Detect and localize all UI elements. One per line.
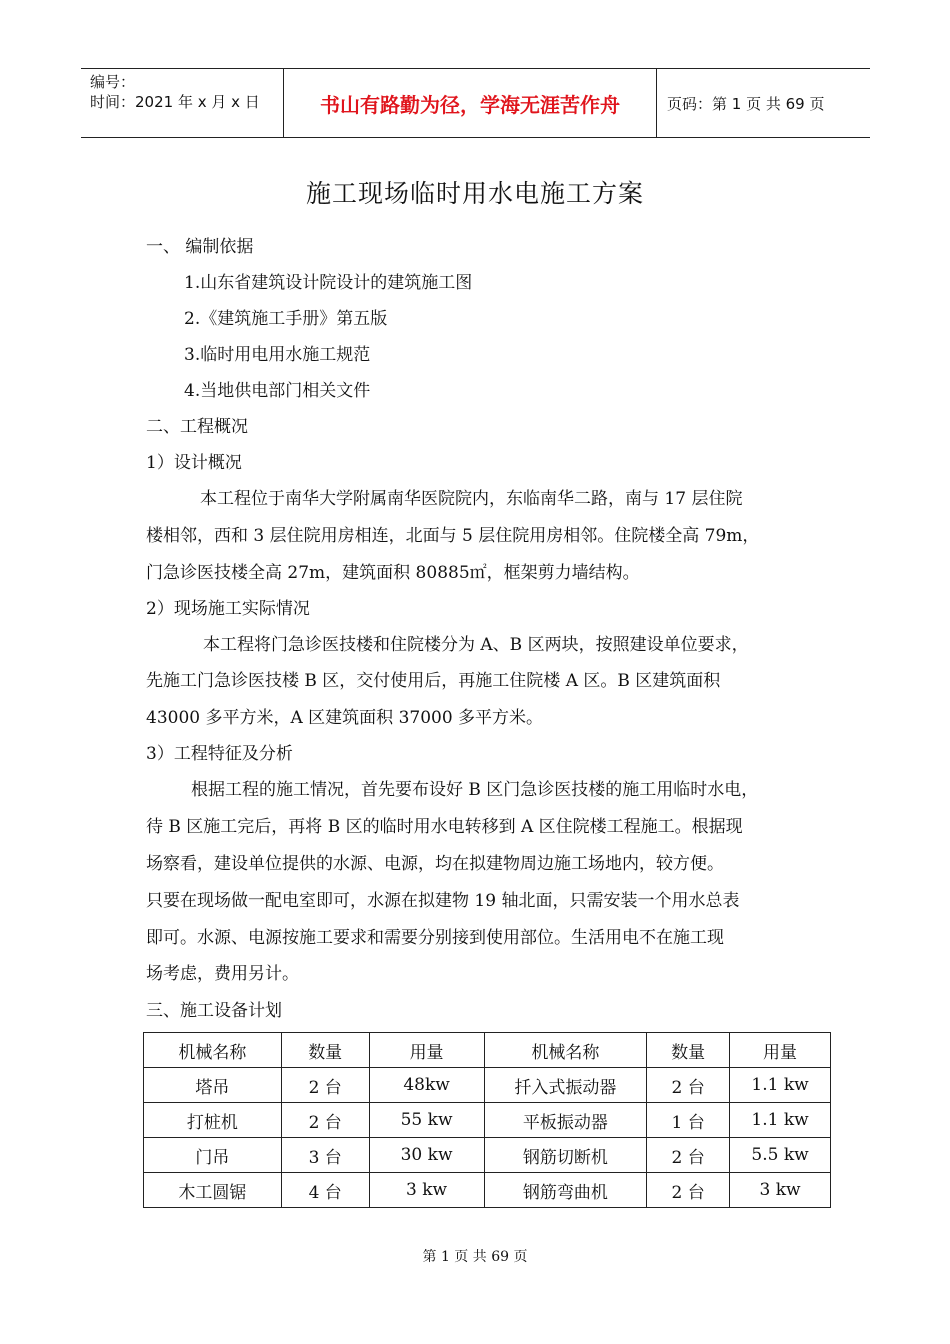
table-cell: 30 kw xyxy=(369,1138,484,1173)
paragraph-line: 本工程将门急诊医技楼和住院楼分为 A、B 区两块，按照建设单位要求， xyxy=(203,635,749,655)
subsection-heading: 3）工程特征及分析 xyxy=(146,744,293,764)
document-header xyxy=(81,68,870,138)
table-cell: 2 台 xyxy=(647,1138,730,1173)
table-cell: 5.5 kw xyxy=(730,1138,831,1173)
header-page-info: 页码：第 1 页 共 69 页 xyxy=(667,94,825,113)
table-row xyxy=(144,1138,831,1173)
table-row xyxy=(144,1173,831,1208)
table-row xyxy=(144,1068,831,1103)
table-cell: 4 台 xyxy=(281,1173,369,1208)
page-footer: 第 1 页 共 69 页 xyxy=(422,1249,528,1265)
paragraph-line: 只要在现场做一配电室即可，水源在拟建物 19 轴北面，只需安装一个用水总表 xyxy=(146,891,740,911)
table-header-cell: 用量 xyxy=(730,1033,831,1068)
list-item: 1.山东省建筑设计院设计的建筑施工图 xyxy=(184,273,473,293)
table-cell: 55 kw xyxy=(369,1103,484,1138)
page-title: 施工现场临时用水电施工方案 xyxy=(305,179,644,208)
document-time-label: 时间：2021 年 x 月 x 日 xyxy=(90,93,260,111)
equipment-table xyxy=(143,1032,831,1208)
subsection-heading: 1）设计概况 xyxy=(146,453,242,473)
table-cell: 3 台 xyxy=(281,1138,369,1173)
table-row xyxy=(144,1103,831,1138)
paragraph-line: 待 B 区施工完后，再将 B 区的临时用水电转移到 A 区住院楼工程施工。根据现 xyxy=(146,817,743,837)
paragraph-line: 即可。水源、电源按施工要求和需要分别接到使用部位。生活用电不在施工现 xyxy=(146,928,724,948)
paragraph-line: 先施工门急诊医技楼 B 区，交付使用后，再施工住院楼 A 区。B 区建筑面积 xyxy=(146,671,721,691)
paragraph-line: 门急诊医技楼全高 27m，建筑面积 80885㎡，框架剪力墙结构。 xyxy=(146,563,640,583)
table-cell: 平板振动器 xyxy=(484,1103,647,1138)
list-item: 4.当地供电部门相关文件 xyxy=(184,381,371,401)
table-cell: 木工圆锯 xyxy=(144,1173,282,1208)
table-cell: 2 台 xyxy=(281,1103,369,1138)
paragraph-line: 场察看，建设单位提供的水源、电源，均在拟建物周边施工场地内，较方便。 xyxy=(146,854,724,874)
table-cell: 打桩机 xyxy=(144,1103,282,1138)
table-cell: 48kw xyxy=(369,1068,484,1103)
table-cell: 扦入式振动器 xyxy=(484,1068,647,1103)
section-heading-2: 二、工程概况 xyxy=(146,417,248,437)
table-header-cell: 数量 xyxy=(647,1033,730,1068)
section-heading-1: 一、 编制依据 xyxy=(146,237,254,257)
table-cell: 2 台 xyxy=(647,1068,730,1103)
table-cell: 钢筋弯曲机 xyxy=(484,1173,647,1208)
header-motto: 书山有路勤为径，学海无涯苦作舟 xyxy=(283,69,657,137)
table-cell: 2 台 xyxy=(647,1173,730,1208)
header-meta-cell xyxy=(81,69,283,137)
table-cell: 1.1 kw xyxy=(730,1068,831,1103)
table-header-row xyxy=(144,1033,831,1068)
paragraph-line: 43000 多平方米，A 区建筑面积 37000 多平方米。 xyxy=(146,708,544,728)
subsection-heading: 2）现场施工实际情况 xyxy=(146,599,310,619)
table-cell: 门吊 xyxy=(144,1138,282,1173)
paragraph-line: 根据工程的施工情况，首先要布设好 B 区门急诊医技楼的施工用临时水电， xyxy=(191,780,759,800)
section-heading-3: 三、施工设备计划 xyxy=(146,1001,282,1021)
list-item: 2.《建筑施工手册》第五版 xyxy=(184,309,388,329)
list-item: 3.临时用电用水施工规范 xyxy=(184,345,371,365)
table-cell: 1.1 kw xyxy=(730,1103,831,1138)
paragraph-line: 楼相邻，西和 3 层住院用房相连，北面与 5 层住院用房相邻。住院楼全高 79m， xyxy=(146,526,760,546)
table-cell: 3 kw xyxy=(369,1173,484,1208)
paragraph-line: 场考虑，费用另计。 xyxy=(146,964,299,984)
table-cell: 3 kw xyxy=(730,1173,831,1208)
table-cell: 塔吊 xyxy=(144,1068,282,1103)
table-cell: 2 台 xyxy=(281,1068,369,1103)
table-cell: 1 台 xyxy=(647,1103,730,1138)
table-cell: 钢筋切断机 xyxy=(484,1138,647,1173)
paragraph-line: 本工程位于南华大学附属南华医院院内，东临南华二路，南与 17 层住院 xyxy=(200,489,743,509)
table-header-cell: 机械名称 xyxy=(484,1033,647,1068)
table-header-cell: 数量 xyxy=(281,1033,369,1068)
document-number-label: 编号： xyxy=(90,73,136,91)
table-header-cell: 用量 xyxy=(369,1033,484,1068)
table-header-cell: 机械名称 xyxy=(144,1033,282,1068)
